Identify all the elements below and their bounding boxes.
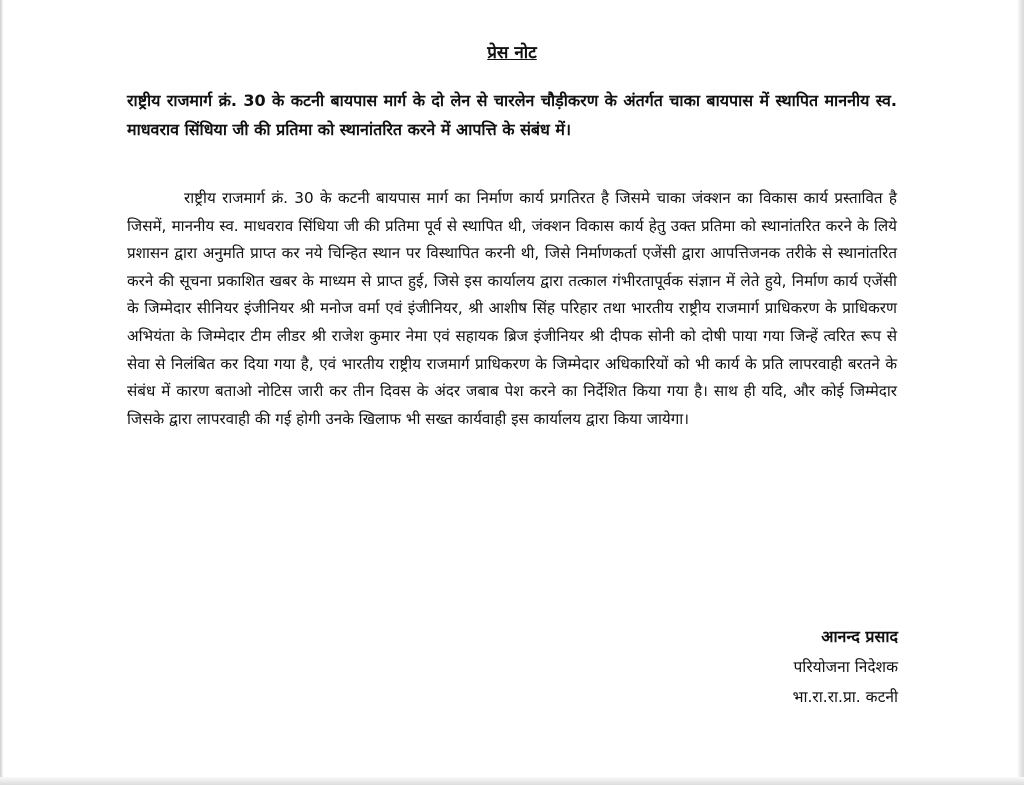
signatory-designation: परियोजना निदेशक <box>793 658 898 676</box>
signature-block <box>793 622 898 712</box>
document-subject: राष्ट्रीय राजमार्ग क्रं. 30 के कटनी बायपास मार्ग के दो लेन से चारलेन चौड़ीकरण के अंतर्गत चाका बायपास में स्थापित माननीय स्व. माधवराव सिंधिया जी की प्रतिमा को स्थानांतरित करने में आपत्ति के संबंध में। <box>127 91 897 139</box>
page-right-edge <box>1018 0 1024 785</box>
page-bottom-edge <box>0 777 1024 785</box>
document-body: राष्ट्रीय राजमार्ग क्रं. 30 के कटनी बायपास मार्ग का निर्माण कार्य प्रगतिरत है जिसमे चाका जंक्शन का विकास कार्य प्रस्तावित है जिसमें, माननीय स्व. माधवराव सिंधिया जी की प्रतिमा पूर्व से स्थापित थी, जंक्शन विकास कार्य हेतु उक्त प्रतिमा को स्थानांतरित करने के लिये प्रशासन द्वारा अनुमति प्राप्त कर नये चिन्हित स्थान पर विस्थापित करनी थी, जिसे निर्माणकर्ता एजेंसी द्वारा आपत्तिजनक तरीके से स्थानांतरित करने की सूचना प्रकाशित खबर के माध्यम से प्राप्त हुई, जिसे इस कार्यालय द्वारा तत्काल गंभीरतापूर्वक संज्ञान में लेते हुये, निर्माण कार्य एजेंसी के जिम्मेदार सीनियर इंजीनियर श्री मनोज वर्मा एवं इंजीनियर, श्री आशीष सिंह परिहार तथा भारतीय राष्ट्रीय राजमार्ग प्राधिकरण के प्राधिकरण अभियंता के जिम्मेदार टीम लीडर श्री राजेश कुमार नेमा एवं सहायक ब्रिज इंजीनियर श्री दीपक सोनी को दोषी पाया गया जिन्हें त्वरित रूप से सेवा से निलंबित कर दिया गया है, एवं भारतीय राष्ट्रीय राजमार्ग प्राधिकरण के जिम्मेदार अधिकारियों को भी कार्य के प्रति लापरवाही बरतने के संबंध में कारण बताओ नोटिस जारी कर तीन दिवस के अंदर जबाब पेश करने का निर्देशित किया गया है। साथ ही यदि, और कोई जिम्मेदार जिसके द्वारा लापरवाही की गई होगी उनके खिलाफ भी सख्त कार्यवाही इस कार्यालय द्वारा किया जायेगा। <box>127 189 897 428</box>
signatory-name: आनन्द प्रसाद <box>821 627 898 646</box>
signatory-office: भा.रा.रा.प्रा. कटनी <box>792 688 898 706</box>
document-title: प्रेस नोट <box>487 43 537 63</box>
page-left-edge <box>0 0 3 785</box>
